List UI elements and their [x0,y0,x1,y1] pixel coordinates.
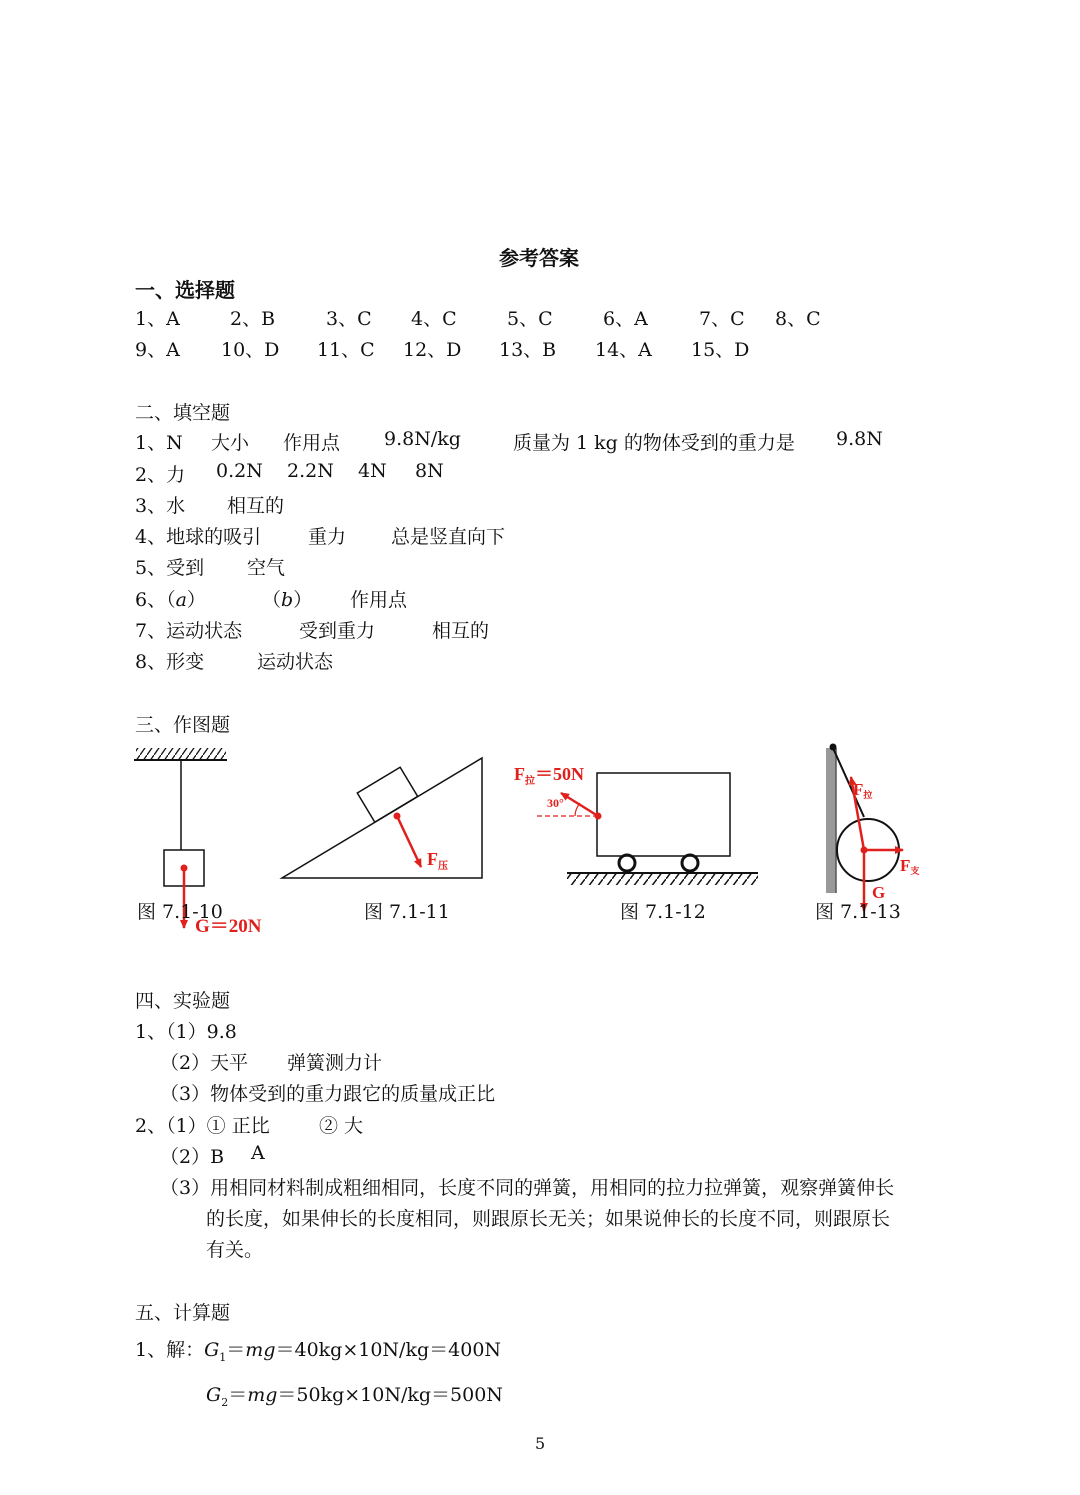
block [357,767,417,822]
fill-item: 0.2N [216,460,263,482]
equation-1: 1、解：$G_1=mg=40kg\times 10N/kg=400N$ [135,1339,502,1364]
fill-item: 空气 [247,557,286,579]
exp-line: 的长度，如果伸长的长度相同，则跟原长无关；如果说伸长的长度不同，则跟原长 [206,1208,891,1230]
caption-fig-11: 图 7.1-11 [364,901,450,923]
answer: 15、D [691,339,750,361]
wall [826,748,836,893]
angle-label: 30° [547,796,564,810]
answer: 11、C [317,339,375,361]
exp-line: 弹簧测力计 [287,1052,383,1074]
fill-item: 5、受到 [135,557,205,579]
fill-item: 7、运动状态 [135,620,243,642]
fill-item: 大小 [211,432,250,454]
caption-fig-10: 图 7.1-10 [137,901,223,923]
fill-item: （b） [262,589,313,611]
answer: 12、D [403,339,462,361]
fill-item: 6、（a） [135,589,206,611]
fill-item: 相互的 [432,620,490,642]
fill-item: 2、力 [135,464,186,486]
figure-7-1-12 [514,764,758,885]
exp-line: 2、（1）① 正比 [135,1115,270,1137]
pull-arrow [561,793,598,816]
support-label: F支 [900,856,920,876]
section-heading-calculation: 五、计算题 [135,1302,231,1324]
exp-line: 有关。 [206,1239,264,1261]
gravity-label: G＝20N [195,916,262,937]
exp-line: ② 大 [319,1115,364,1137]
nail [830,744,837,751]
pressure-arrow [397,816,421,867]
fill-item: 运动状态 [257,651,334,673]
exp-line: （3）物体受到的重力跟它的质量成正比 [160,1083,496,1105]
ceiling-hatch [136,748,226,760]
exp-line: （3）用相同材料制成粗细相同，长度不同的弹簧，用相同的拉力拉弹簧，观察弹簧伸长 [160,1177,895,1199]
answer: 9、A [135,339,180,361]
fill-item: 重力 [308,526,347,548]
answer: 4、C [411,308,457,330]
exp-line: A [251,1142,265,1164]
fill-item: 9.8N [836,428,883,450]
answer: 7、C [699,308,745,330]
fill-item: 总是竖直向下 [391,526,506,548]
answer: 13、B [499,339,557,361]
answer: 1、A [135,308,180,330]
figure-7-1-13 [826,744,919,912]
fill-item: 受到重力 [299,620,376,642]
ground-hatch [567,873,758,885]
answer: 5、C [507,308,553,330]
fill-item: 1、N [135,432,183,454]
cart-body [597,773,730,856]
fill-item: 质量为 1 kg 的物体受到的重力是 [513,432,795,454]
answer: 14、A [595,339,652,361]
section-heading-fill: 二、填空题 [135,402,231,424]
answer: 3、C [326,308,372,330]
section-heading-drawing: 三、作图题 [135,714,231,736]
pressure-label: $F_压$ [427,849,448,872]
equation-2: $G_2=mg=50kg\times 10N/kg=500N$ [206,1384,503,1409]
fill-item: 相互的 [227,495,285,517]
answer: 2、B [230,308,276,330]
fill-item: 4、地球的吸引 [135,526,262,548]
figure-7-1-11 [282,758,482,878]
answer: 8、C [775,308,821,330]
section-heading-choice: 一、选择题 [135,278,235,302]
fill-item: 4N [358,460,387,482]
caption-fig-12: 图 7.1-12 [620,901,706,923]
wheel [619,855,635,871]
fill-item: 3、水 [135,495,186,517]
exp-line: （2）B [160,1146,225,1168]
pull-label: $F_拉=50N$ [514,764,584,787]
fill-item: 8、形变 [135,651,205,673]
answer: 10、D [221,339,280,361]
exp-line: 1、（1）9.8 [135,1021,237,1043]
answer: 6、A [603,308,648,330]
gravity-label: G [872,883,886,902]
fill-item: 作用点 [283,432,341,454]
fill-item: 2.2N [287,460,334,482]
exp-line: （2）天平 [160,1052,249,1074]
fill-item: 9.8N/kg [384,428,461,450]
page-title: 参考答案 [499,246,579,270]
fill-item: 作用点 [350,589,408,611]
section-heading-experiment: 四、实验题 [135,990,231,1012]
caption-fig-13: 图 7.1-13 [815,901,901,923]
wheel [682,855,698,871]
page-number: 5 [535,1434,546,1453]
tension-label: F拉 [853,780,873,800]
fill-item: 8N [415,460,444,482]
